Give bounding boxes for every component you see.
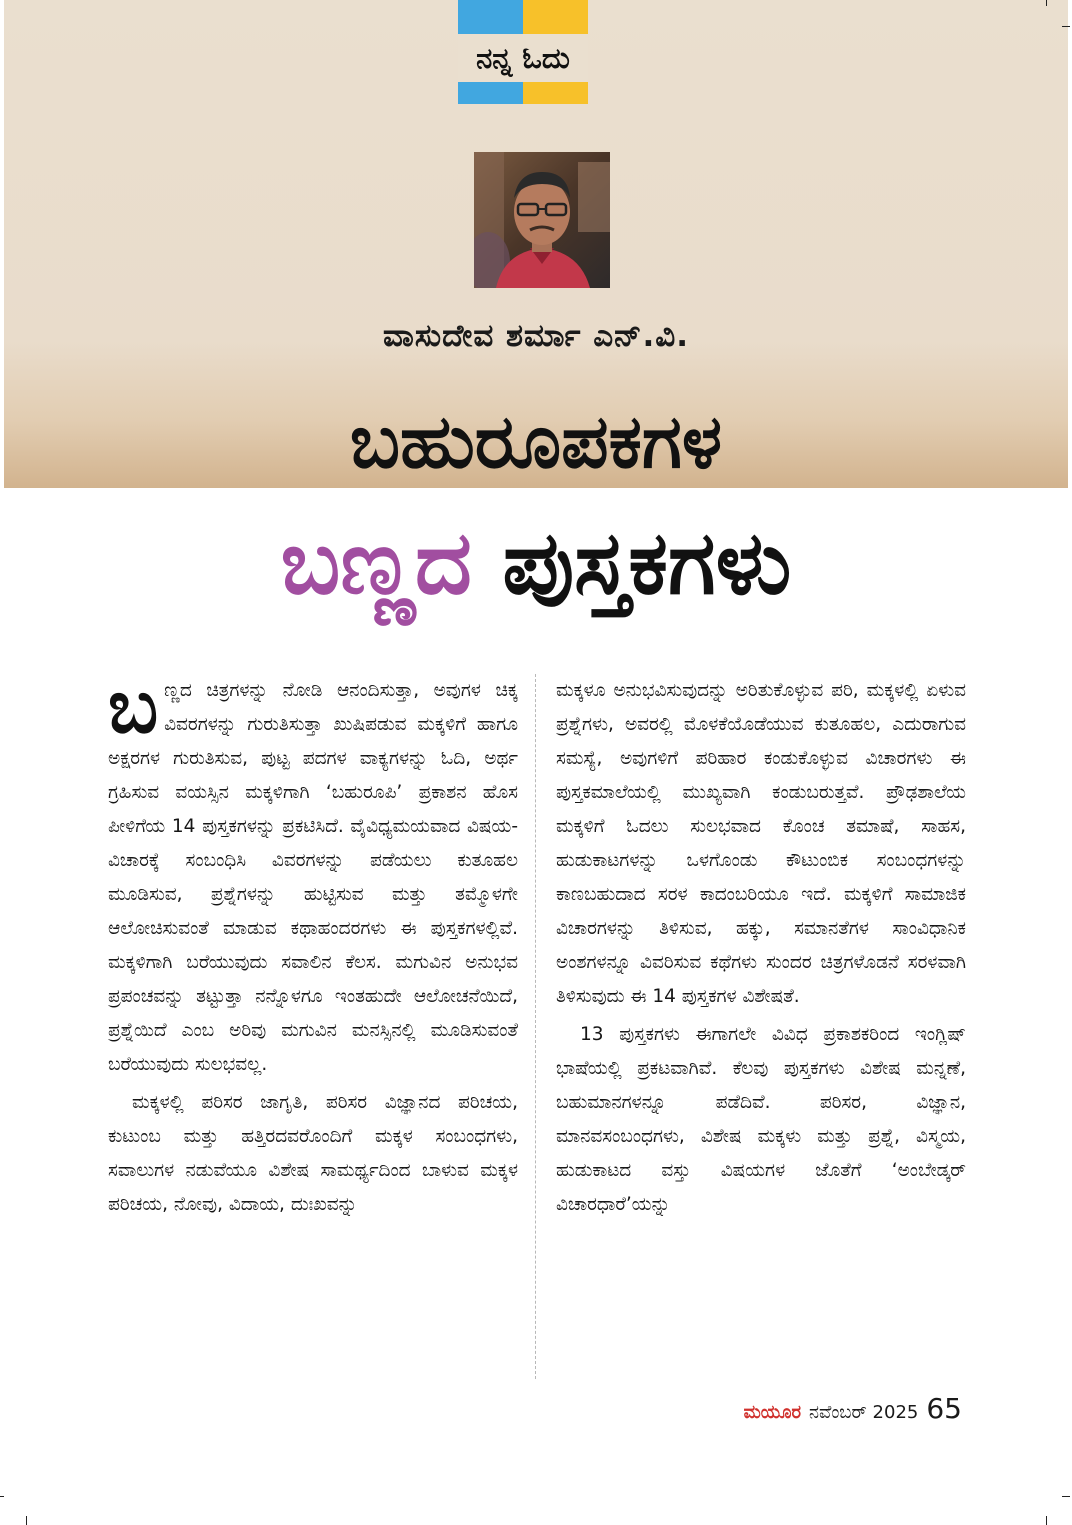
issue-date: ನವೆಂಬರ್ 2025: [809, 1402, 919, 1423]
headline-accent-word: ಬಣ್ಣದ: [280, 511, 472, 614]
magazine-name: ಮಯೂರ: [743, 1402, 802, 1423]
article-paragraph: 13 ಪುಸ್ತಕಗಳು ಈಗಾಗಲೇ ವಿವಿಧ ಪ್ರಕಾಶಕರಿಂದ ಇಂಗ್ಲಿಷ್ ಭಾಷೆಯಲ್ಲಿ ಪ್ರಕಟವಾಗಿವೆ. ಕೆಲವು ಪುಸ್ತಕಗಳು ವಿಶೇಷ ಮನ್ನಣೆ, ಬಹುಮಾನಗಳನ್ನೂ ಪಡೆದಿವೆ. ಪರಿಸರ, ವಿಜ್ಞಾನ, ಮಾನವಸಂಬಂಧಗಳು, ವಿಶೇಷ ಮಕ್ಕಳು ಮತ್ತು ಪ್ರಶ್ನೆ, ವಿಸ್ಮಯ, ಹುಡುಕಾಟದ ವಸ್ತು ವಿಷಯಗಳ ಜೊತೆಗೆ ‘ಅಂಬೇಡ್ಕರ್ ವಿಚಾರಧಾರೆ’ಯನ್ನು: [556, 1024, 966, 1215]
logo-yellow-block: [523, 82, 588, 104]
article-paragraph: [108, 664, 518, 1082]
paragraph-text: ಣ್ಣದ ಚಿತ್ರಗಳನ್ನು ನೋಡಿ ಆನಂದಿಸುತ್ತಾ, ಅವುಗಳ ಚಿಕ್ಕ ವಿವರಗಳನ್ನು ಗುರುತಿಸುತ್ತಾ ಖುಷಿಪಡುವ ಮಕ್ಕಳಿಗೆ ಹಾಗೂ ಅಕ್ಷರಗಳ ಗುರುತಿಸುವ, ಪುಟ್ಟ ಪದಗಳ ವಾಕ್ಯಗಳನ್ನು ಓದಿ, ಅರ್ಥ ಗ್ರಹಿಸುವ ವಯಸ್ಸಿನ ಮಕ್ಕಳಿಗಾಗಿ ‘ಬಹುರೂಪಿ’ ಪ್ರಕಾಶನ ಹೊಸ ಪೀಳಿಗೆಯ 14 ಪುಸ್ತಕಗಳನ್ನು ಪ್ರಕಟಿಸಿದೆ. ವೈವಿಧ್ಯಮಯವಾದ ವಿಷಯ-ವಿಚಾರಕ್ಕೆ ಸಂಬಂಧಿಸಿ ವಿವರಗಳನ್ನು ಪಡೆಯಲು ಕುತೂಹಲ ಮೂಡಿಸುವ, ಪ್ರಶ್ನೆಗಳನ್ನು ಹುಟ್ಟಿಸುವ ಮತ್ತು ತಮ್ಮೊಳಗೇ ಆಲೋಚಿಸುವಂತೆ ಮಾಡುವ ಕಥಾಹಂದರಗಳು ಈ ಪುಸ್ತಕಗಳಲ್ಲಿವೆ. ಮಕ್ಕಳಿಗಾಗಿ ಬರೆಯುವುದು ಸವಾಲಿನ ಕೆಲಸ. ಮಗುವಿನ ಅನುಭವ ಪ್ರಪಂಚವನ್ನು ತಟ್ಟುತ್ತಾ ನನ್ನೊಳಗೂ ಇಂತಹುದೇ ಆಲೋಚನೆಯಿದೆ, ಪ್ರಶ್ನೆಯಿದೆ ಎಂಬ ಅರಿವು ಮಗುವಿನ ಮನಸ್ಸಿನಲ್ಲಿ ಮೂಡಿಸುವಂತೆ ಬರೆಯುವುದು ಸುಲಭವಲ್ಲ.: [108, 680, 518, 1075]
headline-line-1: ಬಹುರೂಪಕಗಳ: [349, 399, 723, 485]
logo-yellow-block: [523, 0, 588, 34]
headline-line-2: [0, 510, 1072, 616]
article-paragraph: ಮಕ್ಕಳೂ ಅನುಭವಿಸುವುದನ್ನು ಅರಿತುಕೊಳ್ಳುವ ಪರಿ, ಮಕ್ಕಳಲ್ಲಿ ಏಳುವ ಪ್ರಶ್ನೆಗಳು, ಅವರಲ್ಲಿ ಮೊಳಕೆಯೊಡೆಯುವ ಕುತೂಹಲ, ಎದುರಾಗುವ ಸಮಸ್ಯೆ, ಅವುಗಳಿಗೆ ಪರಿಹಾರ ಕಂಡುಕೊಳ್ಳುವ ವಿಚಾರಗಳು ಈ ಪುಸ್ತಕಮಾಲೆಯಲ್ಲಿ ಮುಖ್ಯವಾಗಿ ಕಂಡುಬರುತ್ತವೆ. ಪ್ರೌಢಶಾಲೆಯ ಮಕ್ಕಳಿಗೆ ಓದಲು ಸುಲಭವಾದ ಕೊಂಚ ತಮಾಷೆ, ಸಾಹಸ, ಹುಡುಕಾಟಗಳನ್ನು ಒಳಗೊಂಡು ಕೌಟುಂಬಿಕ ಸಂಬಂಧಗಳನ್ನು ಕಾಣಬಹುದಾದ ಸರಳ ಕಾದಂಬರಿಯೂ ಇದೆ. ಮಕ್ಕಳಿಗೆ ಸಾಮಾಜಿಕ ವಿಚಾರಗಳನ್ನು ತಿಳಿಸುವ, ಹಕ್ಕು, ಸಮಾನತೆಗಳ ಸಾಂವಿಧಾನಿಕ ಅಂಶಗಳನ್ನೂ ವಿವರಿಸುವ ಕಥೆಗಳು ಸುಂದರ ಚಿತ್ರಗಳೊಡನೆ ಸರಳವಾಗಿ ತಿಳಿಸುವುದು ಈ 14 ಪುಸ್ತಕಗಳ ವಿಶೇಷತೆ.: [556, 680, 966, 1007]
column-divider: [535, 674, 536, 1379]
logo-blue-block: [458, 0, 523, 34]
crop-mark-right-upper: [1062, 26, 1070, 27]
article-column-right: [556, 674, 966, 1222]
article-paragraph: ಮಕ್ಕಳಲ್ಲಿ ಪರಿಸರ ಜಾಗೃತಿ, ಪರಿಸರ ವಿಜ್ಞಾನದ ಪರಿಚಯ, ಕುಟುಂಬ ಮತ್ತು ಹತ್ತಿರದವರೊಂದಿಗೆ ಮಕ್ಕಳ ಸಂಬಂಧಗಳು, ಸವಾಲುಗಳ ನಡುವೆಯೂ ವಿಶೇಷ ಸಾಮರ್ಥ್ಯದಿಂದ ಬಾಳುವ ಮಕ್ಕಳ ಪರಿಚಯ, ನೋವು, ವಿದಾಯ, ದುಃಖವನ್ನು: [108, 1092, 518, 1215]
column-logo: [458, 0, 588, 104]
author-byline: ವಾಸುದೇವ ಶರ್ಮಾ ಎನ್.ವಿ.: [382, 318, 690, 354]
crop-mark-top-right: [1046, 0, 1047, 6]
article-column-left: [108, 664, 518, 1222]
page-footer: [744, 1392, 962, 1428]
author-portrait-icon: [474, 152, 610, 288]
page-number: 65: [926, 1392, 962, 1425]
crop-mark-bottom-right: [1046, 1516, 1047, 1525]
crop-mark-right-lower: [1062, 1496, 1070, 1497]
crop-mark-bottom-left: [26, 1516, 27, 1525]
column-name: ನನ್ನ ಓದು: [458, 34, 588, 82]
headline-rest-word: ಪುಸ್ತಕಗಳು: [502, 511, 792, 614]
drop-cap: ಬ: [108, 664, 159, 750]
crop-mark-left-lower: [0, 1496, 4, 1497]
logo-blue-block: [458, 82, 523, 104]
